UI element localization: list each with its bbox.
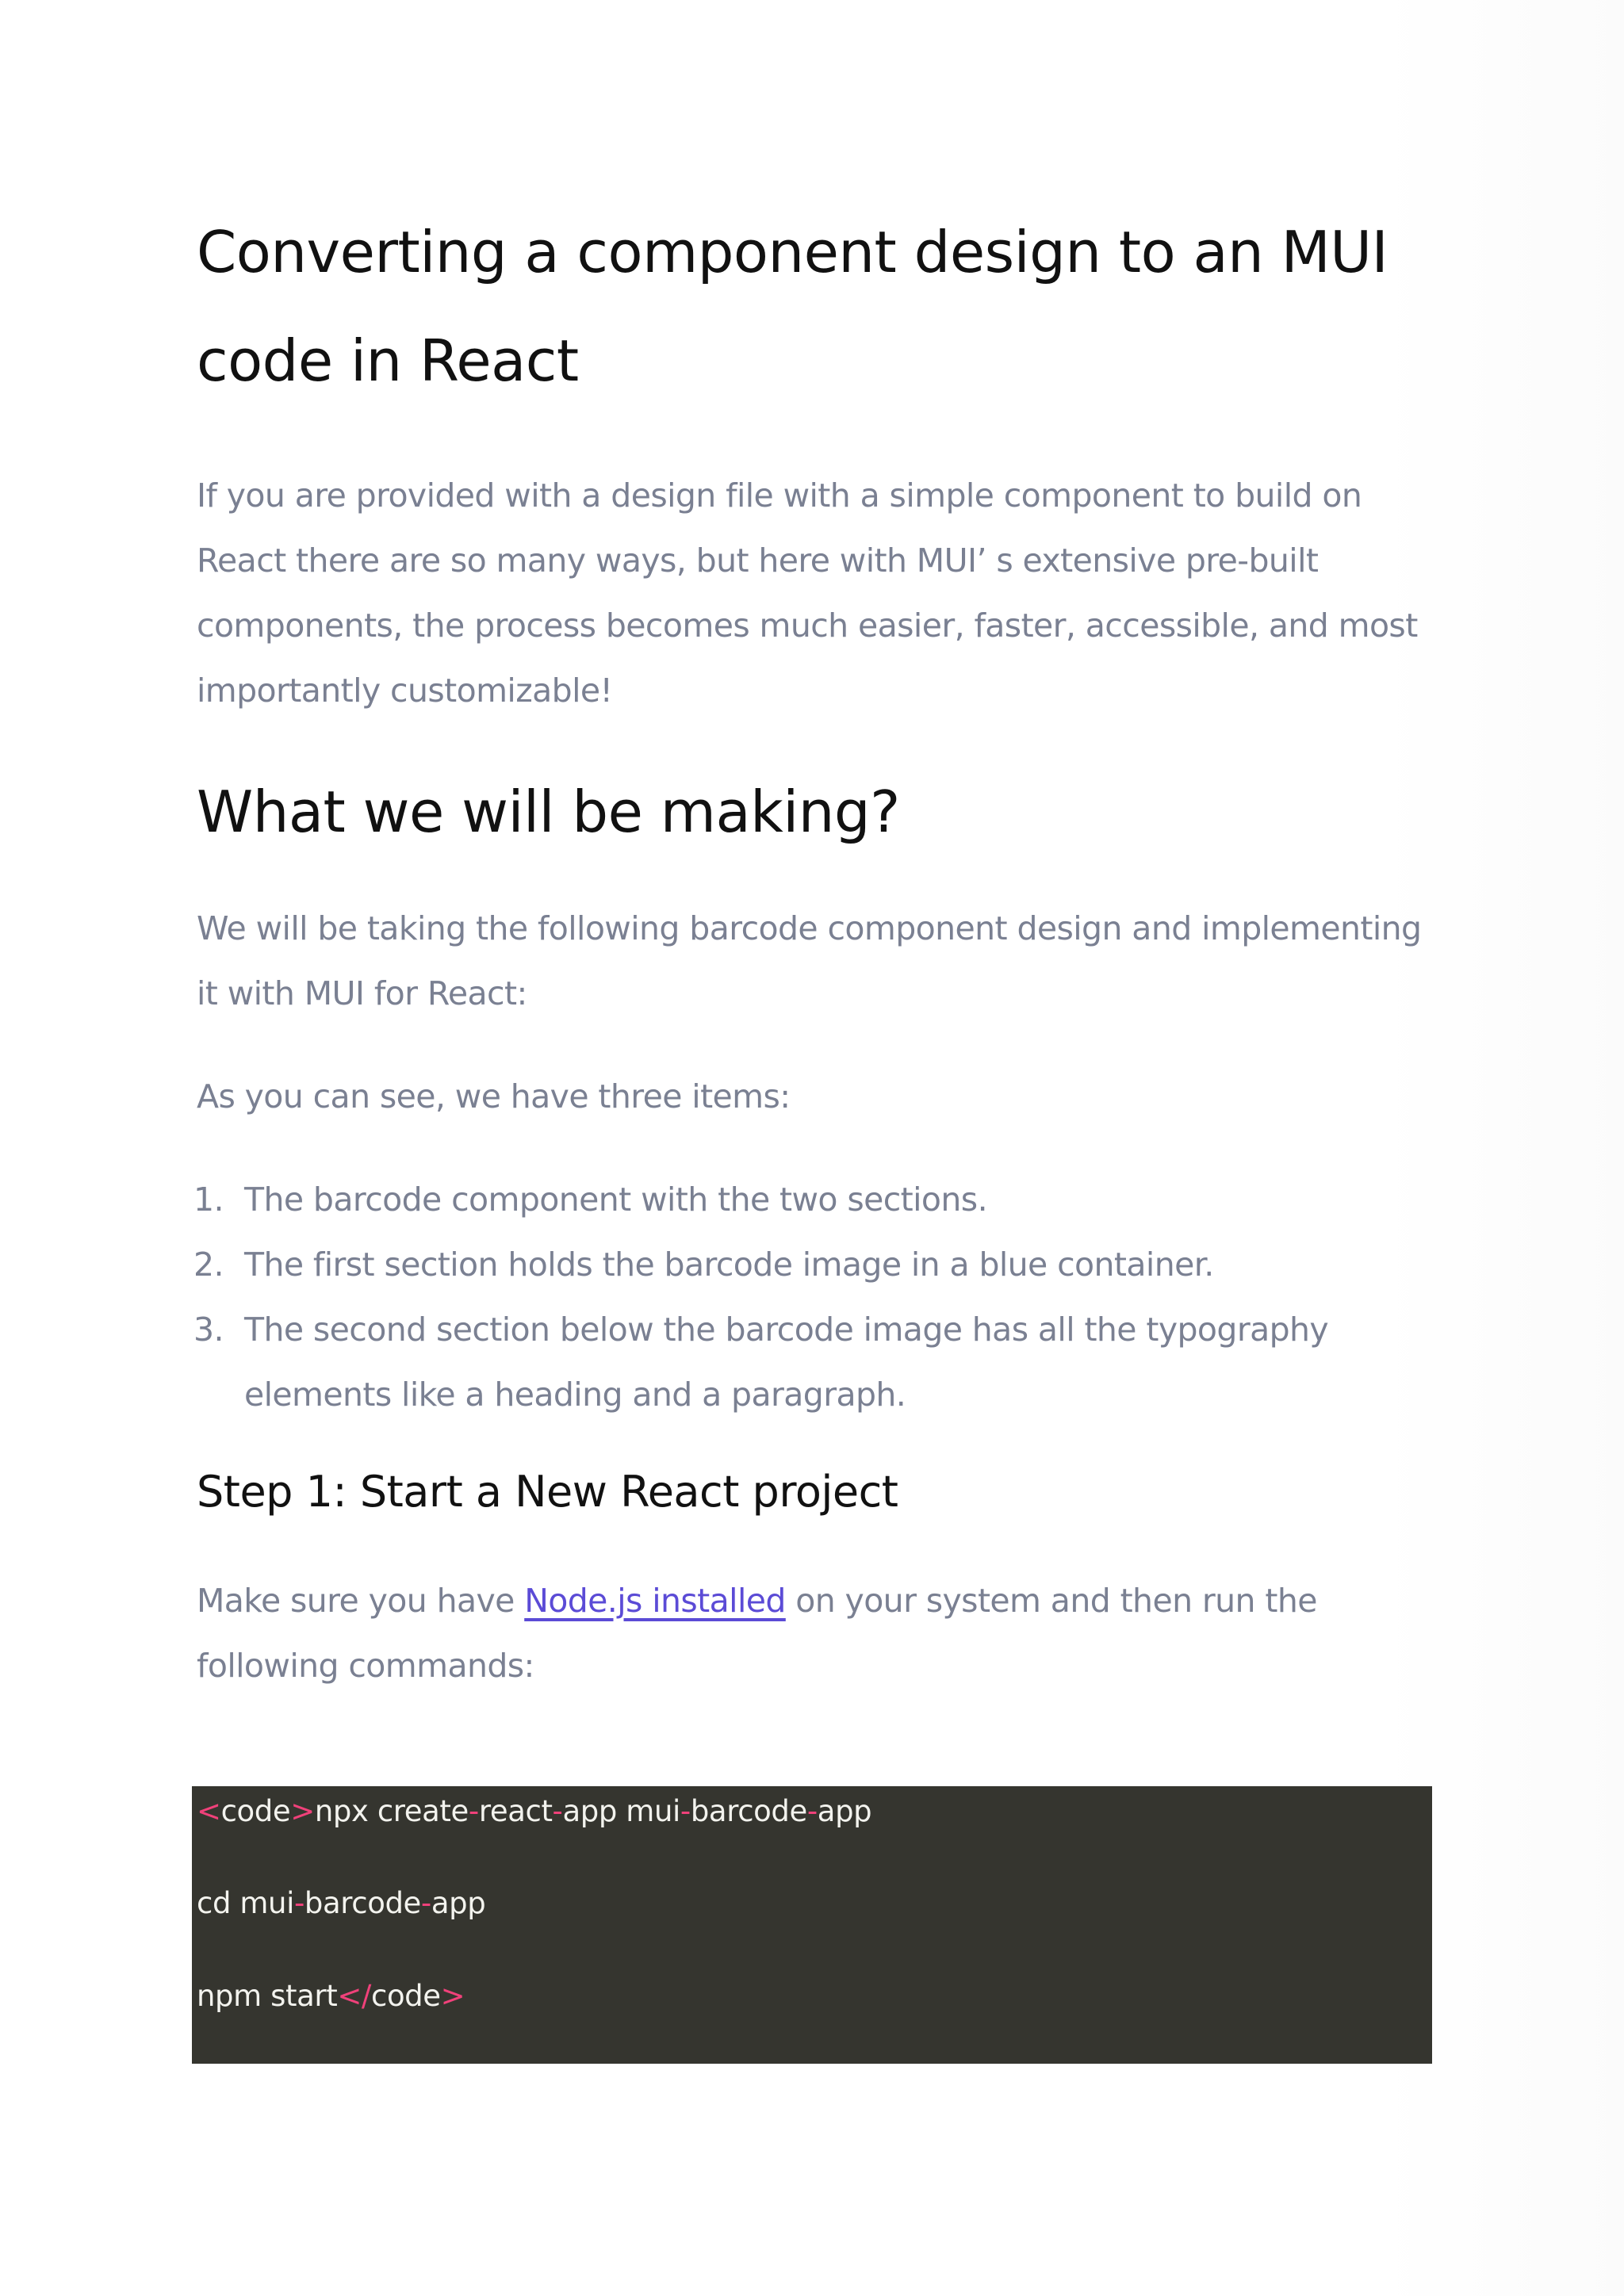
code-block <box>192 1786 1432 2064</box>
intro-paragraph: If you are provided with a design file with a simple component to build on React there are so many ways, but here with MUI’ s extensive pre-built components, the process becomes much easier, faster, accessible, and most importantly customizable! <box>197 476 1418 710</box>
code-line-2 <box>197 1886 485 1920</box>
code-text: npx create <box>314 1794 469 1828</box>
code-punct: < <box>197 1794 221 1828</box>
step1-heading: Step 1: Start a New React project <box>197 1467 898 1517</box>
step1-text-after-link: on your system and then run the following commands: <box>197 1582 1317 1685</box>
list-item-text: The second section below the barcode image has all the typography elements like a heading and a paragraph. <box>244 1311 1329 1414</box>
list-item-text: The first section holds the barcode image in a blue container. <box>244 1246 1214 1284</box>
code-text: barcode <box>690 1794 807 1828</box>
code-punct: - <box>552 1794 563 1828</box>
article-title: Converting a component design to an MUI code in React <box>197 219 1388 394</box>
making-paragraph: We will be taking the following barcode component design and implementing it with MUI for React: <box>197 909 1422 1012</box>
code-text: react <box>478 1794 553 1828</box>
items-intro-paragraph: As you can see, we have three items: <box>197 1077 791 1115</box>
code-text: app <box>817 1794 872 1828</box>
code-punct: - <box>680 1794 691 1828</box>
step1-text-before-link: Make sure you have <box>197 1582 525 1620</box>
code-text: app mui <box>562 1794 680 1828</box>
step1-paragraph <box>197 1568 1434 1698</box>
code-text: code <box>371 1979 441 2013</box>
code-punct: > <box>440 1979 465 2013</box>
code-punct: - <box>293 1886 304 1920</box>
code-punct: - <box>806 1794 818 1828</box>
items-list <box>193 1167 1434 1427</box>
code-line-3 <box>197 1979 465 2013</box>
list-item-number: 1. <box>193 1181 224 1219</box>
list-item <box>193 1297 1434 1427</box>
code-text: npm start <box>197 1979 338 2013</box>
list-item-number: 2. <box>193 1246 224 1284</box>
code-line-1 <box>197 1794 871 1828</box>
code-text: barcode <box>304 1886 421 1920</box>
code-punct: - <box>468 1794 479 1828</box>
code-text: code <box>220 1794 291 1828</box>
code-punct: </ <box>337 1979 371 2013</box>
list-item <box>193 1232 1434 1297</box>
code-punct: - <box>420 1886 431 1920</box>
code-text: app <box>431 1886 486 1920</box>
article-content <box>193 198 1434 1698</box>
list-item-text: The barcode component with the two sections. <box>244 1181 988 1219</box>
list-item <box>193 1167 1434 1232</box>
code-text: cd mui <box>197 1886 294 1920</box>
code-punct: > <box>290 1794 315 1828</box>
nodejs-install-link[interactable]: Node.js installed <box>524 1582 786 1620</box>
list-item-number: 3. <box>193 1311 224 1349</box>
section-heading-making: What we will be making? <box>197 779 900 845</box>
